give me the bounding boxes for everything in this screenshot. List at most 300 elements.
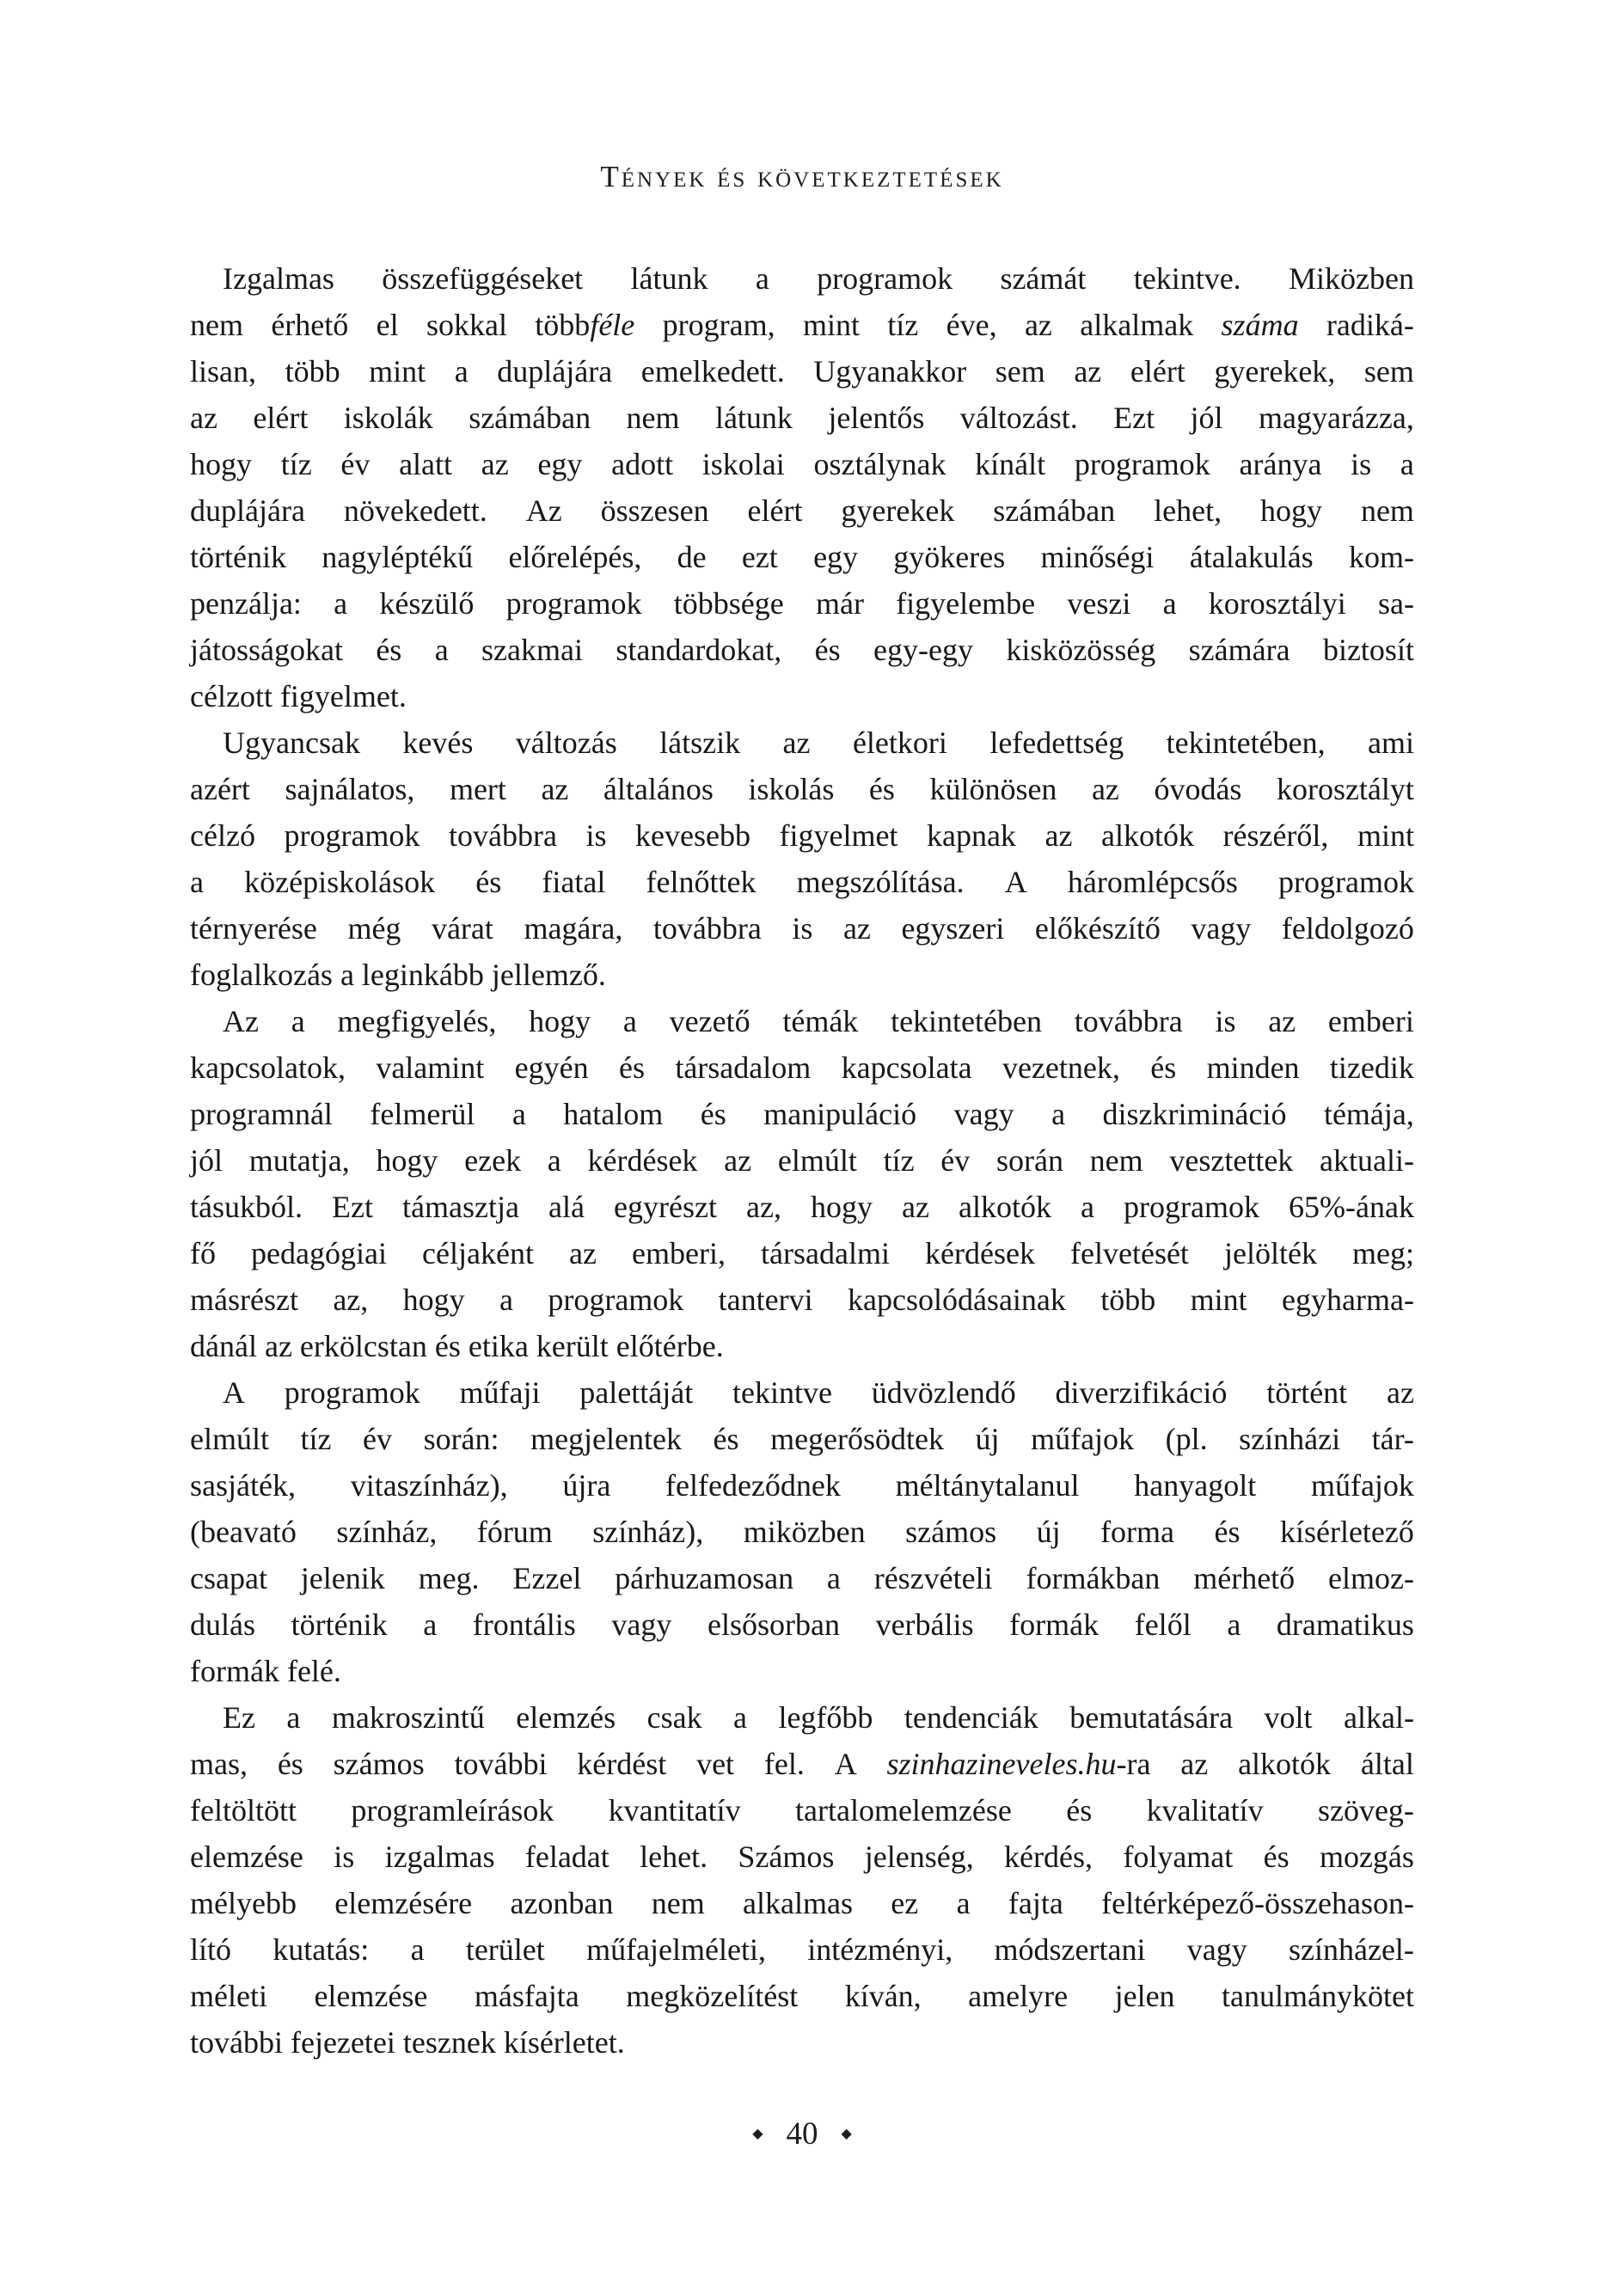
- word: a: [423, 1607, 438, 1642]
- word: további: [454, 1747, 548, 1781]
- word: ezt: [741, 540, 778, 574]
- word: ami: [1368, 726, 1414, 760]
- text-line: [190, 812, 1414, 859]
- word: nem: [1089, 1143, 1143, 1178]
- word: és: [376, 633, 402, 667]
- word: lehet,: [1154, 493, 1222, 528]
- word: tekintetében,: [1166, 726, 1326, 760]
- text-line: [190, 302, 1414, 348]
- word: mint: [802, 308, 860, 342]
- word: a: [1081, 1190, 1095, 1224]
- word: tizedik: [1329, 1050, 1414, 1085]
- word: történt: [1266, 1375, 1348, 1410]
- word: lehet.: [640, 1840, 708, 1874]
- word: terület: [465, 1932, 545, 1967]
- word: volt: [1264, 1700, 1313, 1735]
- text-line: [190, 1509, 1414, 1555]
- word: hogy: [810, 1190, 873, 1224]
- word: korosztályi: [1208, 586, 1346, 621]
- word: még: [347, 911, 401, 946]
- word: feltérképező-összehason-: [1101, 1886, 1414, 1920]
- word: mas,: [190, 1747, 248, 1781]
- word: de: [677, 540, 707, 574]
- word: az: [190, 401, 217, 435]
- word: felvetését: [1070, 1236, 1189, 1270]
- word: során:: [423, 1422, 499, 1456]
- text-line: [190, 580, 1414, 627]
- text-line: [190, 859, 1414, 905]
- word: csak: [646, 1700, 702, 1735]
- word: középiskolások: [244, 865, 436, 899]
- word: és: [868, 772, 895, 806]
- word: színház),: [592, 1515, 704, 1549]
- word: megközelítést: [626, 1979, 799, 2013]
- word: különösen: [929, 772, 1057, 806]
- word: elmoz-: [1328, 1561, 1414, 1595]
- word: kapnak: [926, 818, 1016, 853]
- word: színházi: [1239, 1422, 1341, 1456]
- word: elért: [1130, 354, 1185, 389]
- word: feladat: [524, 1840, 610, 1874]
- word: formák: [1009, 1607, 1100, 1642]
- word: program,: [662, 308, 775, 342]
- word: sajnálatos,: [285, 772, 415, 806]
- word: látszik: [659, 726, 741, 760]
- word: programok: [1278, 865, 1414, 899]
- word: háromlépcsős: [1067, 865, 1238, 899]
- word: elemzés: [516, 1700, 616, 1735]
- word: és: [1150, 1050, 1177, 1085]
- word: szöveg-: [1317, 1793, 1414, 1828]
- word: felmerül: [370, 1097, 475, 1131]
- word: számában: [993, 493, 1116, 528]
- word: a: [334, 586, 348, 621]
- word: másrészt: [190, 1283, 298, 1317]
- word: éve,: [946, 308, 997, 342]
- word: csapat: [190, 1561, 267, 1595]
- word: megerősödtek: [770, 1422, 944, 1456]
- text-line: további fejezetei tesznek kísérletet.: [190, 2025, 625, 2060]
- footer-ornament-right: ◆: [841, 2127, 852, 2141]
- word: továbbra: [448, 818, 557, 853]
- word: emberi: [1327, 1004, 1414, 1038]
- word: növekedett.: [343, 493, 487, 528]
- word: témája,: [1323, 1097, 1414, 1131]
- word: kérdések: [587, 1143, 698, 1178]
- word: legfőbb: [778, 1700, 873, 1735]
- word: alatt: [399, 447, 453, 481]
- word: az: [1074, 354, 1102, 389]
- word: elsősorban: [707, 1607, 840, 1642]
- word: hogy: [402, 1283, 465, 1317]
- word: mint: [1357, 818, 1414, 853]
- word: vitaszínház),: [350, 1468, 508, 1503]
- word: (beavató: [190, 1515, 297, 1549]
- word: emelkedett.: [640, 354, 785, 389]
- word: fő: [190, 1236, 216, 1270]
- word: üdvözlendő: [871, 1375, 1016, 1410]
- text-line: [190, 395, 1414, 441]
- word: programok: [1074, 447, 1210, 481]
- word: előrelépés,: [508, 540, 642, 574]
- word: hogy: [529, 1004, 591, 1038]
- word: vesztettek: [1169, 1143, 1294, 1178]
- text-line: [190, 487, 1414, 534]
- word: fórum: [476, 1515, 553, 1549]
- word: az: [1180, 1747, 1209, 1781]
- word: frontális: [472, 1607, 576, 1642]
- word: amelyre: [968, 1979, 1069, 2013]
- word: társadalom: [675, 1050, 812, 1085]
- word: műfajelméleti,: [586, 1932, 766, 1967]
- word: elmúlt: [777, 1143, 857, 1178]
- word: alkotók: [1238, 1747, 1332, 1781]
- word: nem: [1360, 493, 1414, 528]
- word: a: [286, 1700, 301, 1735]
- text-line: [190, 1184, 1414, 1230]
- text-line: [190, 1137, 1414, 1184]
- word: vagy: [1186, 1932, 1247, 1967]
- word: kevesebb: [635, 818, 750, 853]
- word: módszertani: [994, 1932, 1146, 1967]
- word: és: [618, 1050, 645, 1085]
- word: térnyerése: [190, 911, 317, 946]
- word: (pl.: [1165, 1422, 1208, 1456]
- word: programok: [284, 818, 420, 853]
- word: kínált: [975, 447, 1046, 481]
- paragraph: [190, 255, 1414, 719]
- word: penzálja:: [190, 586, 302, 621]
- text-line: [190, 1926, 1414, 1973]
- word: A: [1004, 865, 1027, 899]
- word: és: [475, 865, 502, 899]
- word: a: [733, 1700, 747, 1735]
- word: látunk: [714, 401, 793, 435]
- word: és: [1066, 1793, 1093, 1828]
- word: ez: [891, 1886, 919, 1920]
- text-line: [190, 1044, 1414, 1091]
- word: aktuali-: [1320, 1143, 1414, 1178]
- word: intézményi,: [807, 1932, 953, 1967]
- word: felfedeződnek: [665, 1468, 841, 1503]
- word: tantervi: [718, 1283, 813, 1317]
- word: magyarázza,: [1258, 401, 1414, 435]
- word: kevés: [402, 726, 474, 760]
- word: tíz: [883, 1143, 915, 1178]
- word: részvételi: [873, 1561, 993, 1595]
- word: életkori: [852, 726, 947, 760]
- word: történik: [291, 1607, 388, 1642]
- word: egyén: [514, 1050, 589, 1085]
- text-line: [190, 719, 1414, 766]
- word: A: [223, 1375, 245, 1410]
- word: és: [713, 1422, 739, 1456]
- word: alkalmak: [1080, 308, 1194, 342]
- word: elért: [253, 401, 309, 435]
- word: lefedettség: [989, 726, 1124, 760]
- word: egyszeri: [901, 911, 1005, 946]
- word: mint: [1190, 1283, 1247, 1317]
- word: a: [826, 1561, 841, 1595]
- word: továbbra: [1074, 1004, 1183, 1038]
- paragraph: [190, 1369, 1414, 1694]
- word: is: [334, 1840, 355, 1874]
- word: jelentős: [828, 401, 925, 435]
- word: ezek: [464, 1143, 522, 1178]
- word: az: [1024, 308, 1052, 342]
- word: a: [1227, 1607, 1241, 1642]
- word: hanyagolt: [1134, 1468, 1257, 1503]
- word: kapcsolatok,: [190, 1050, 346, 1085]
- text-line: [190, 1973, 1414, 2019]
- word: kapcsolódásainak: [847, 1283, 1066, 1317]
- word: mozgás: [1319, 1840, 1414, 1874]
- word: is: [1215, 1004, 1236, 1038]
- text-line: foglalkozás a leginkább jellemző.: [190, 958, 606, 992]
- word: támasztja: [402, 1190, 519, 1224]
- word: megfigyelés,: [337, 1004, 497, 1038]
- word: dramatikus: [1276, 1607, 1414, 1642]
- word: az: [569, 1236, 597, 1270]
- word: jól: [190, 1143, 224, 1178]
- word: veszi: [1067, 586, 1131, 621]
- word: iskolák: [343, 401, 433, 435]
- word: jelenség,: [864, 1840, 974, 1874]
- word: kérdés,: [1004, 1840, 1093, 1874]
- word: vet: [696, 1747, 735, 1781]
- text-line: [190, 441, 1414, 487]
- word: Ez: [223, 1700, 255, 1735]
- word: programleírások: [351, 1793, 554, 1828]
- word: és: [700, 1097, 726, 1131]
- page-footer: [190, 2115, 1414, 2153]
- word: és: [277, 1747, 303, 1781]
- word: egy: [813, 540, 859, 574]
- word: a: [547, 1143, 561, 1178]
- word: egyrészt: [614, 1190, 717, 1224]
- word: új: [1036, 1515, 1061, 1549]
- word: történik: [190, 540, 286, 574]
- word: diverzifikáció: [1055, 1375, 1228, 1410]
- word: kérdések: [925, 1236, 1035, 1270]
- word: célzó: [190, 818, 255, 853]
- word: számában: [469, 401, 591, 435]
- word: új: [975, 1422, 1000, 1456]
- word: verbális: [875, 1607, 974, 1642]
- word: kvalitatív: [1146, 1793, 1264, 1828]
- text-line: [190, 1230, 1414, 1277]
- text-line: [190, 905, 1414, 952]
- text-line: [190, 348, 1414, 395]
- word: változást.: [959, 401, 1078, 435]
- word: Ezzel: [512, 1561, 582, 1595]
- word: többféle: [535, 308, 635, 342]
- word: kíván,: [844, 1979, 922, 2013]
- text-line: [190, 1091, 1414, 1137]
- word: átalakulás: [1189, 540, 1314, 574]
- word: elemzése: [314, 1979, 428, 2013]
- word: pedagógiai: [251, 1236, 387, 1270]
- word: tartalomelemzése: [795, 1793, 1012, 1828]
- word: el: [376, 308, 399, 342]
- word: látunk: [630, 261, 708, 296]
- text-line: célzott figyelmet.: [190, 679, 407, 713]
- word: fiatal: [542, 865, 606, 899]
- text-line: [190, 1834, 1414, 1880]
- word: mint: [369, 354, 426, 389]
- word: egyharma-: [1282, 1283, 1414, 1317]
- word: Izgalmas: [223, 261, 334, 296]
- word: az: [1044, 818, 1073, 853]
- word: bemutatására: [1069, 1700, 1234, 1735]
- word: programok: [1124, 1190, 1260, 1224]
- word: programok: [505, 586, 642, 621]
- text-line: [190, 1880, 1414, 1926]
- word: által: [1360, 1747, 1414, 1781]
- word: azért: [190, 772, 250, 806]
- footer-ornament-left: ◆: [752, 2127, 763, 2141]
- word: a: [1400, 447, 1414, 481]
- word: alá: [548, 1190, 585, 1224]
- word: lisan,: [190, 354, 256, 389]
- text-line: [190, 1555, 1414, 1601]
- word: során: [995, 1143, 1063, 1178]
- word: az,: [333, 1283, 369, 1317]
- word: manipuláció: [763, 1097, 917, 1131]
- paragraph: [190, 719, 1414, 998]
- text-block: [190, 255, 1414, 2066]
- word: meg;: [1352, 1236, 1414, 1270]
- word: év: [340, 447, 371, 481]
- word: a: [434, 633, 449, 667]
- word: nagyléptékű: [322, 540, 474, 574]
- word: iskolai: [701, 447, 785, 481]
- word: kom-: [1348, 540, 1414, 574]
- word: nem: [651, 1886, 705, 1920]
- word: minden: [1206, 1050, 1300, 1085]
- word: megszólítása.: [796, 865, 965, 899]
- word: duplájára: [190, 493, 305, 528]
- word: hogy: [1260, 493, 1323, 528]
- word: izgalmas: [384, 1840, 495, 1874]
- paragraph: [190, 1694, 1414, 2066]
- word: kísérletező: [1279, 1515, 1414, 1549]
- text-line: [190, 766, 1414, 812]
- word: Ugyanakkor: [813, 354, 967, 389]
- word: száma: [1221, 308, 1299, 342]
- word: felnőttek: [646, 865, 757, 899]
- word: emberi,: [632, 1236, 726, 1270]
- word: hogy: [190, 447, 252, 481]
- word: több: [285, 354, 340, 389]
- word: műfajok: [1310, 1468, 1414, 1503]
- word: A: [834, 1747, 857, 1781]
- word: a: [499, 1283, 513, 1317]
- word: számos: [905, 1515, 997, 1549]
- word: programok: [284, 1375, 420, 1410]
- word: újra: [562, 1468, 611, 1503]
- word: a: [190, 865, 204, 899]
- word: Miközben: [1289, 261, 1414, 296]
- word: a: [622, 1004, 637, 1038]
- word: Ezt: [332, 1190, 374, 1224]
- word: már: [815, 586, 864, 621]
- word: kapcsolata: [841, 1050, 972, 1085]
- word: is: [1351, 447, 1372, 481]
- word: dulás: [190, 1607, 255, 1642]
- text-line: [190, 1694, 1414, 1741]
- word: kutatás:: [273, 1932, 370, 1967]
- word: forma: [1100, 1515, 1175, 1549]
- text-line: formák felé.: [190, 1654, 341, 1688]
- word: elemzése: [190, 1840, 303, 1874]
- word: sa-: [1377, 586, 1414, 621]
- word: elért: [747, 493, 803, 528]
- text-line: [190, 255, 1414, 302]
- word: sem: [1363, 354, 1414, 389]
- word: fajta: [1008, 1886, 1063, 1920]
- word: jelenik: [300, 1561, 385, 1595]
- word: alkalmas: [743, 1886, 853, 1920]
- word: az: [724, 1143, 752, 1178]
- word: formákban: [1026, 1561, 1161, 1595]
- word: az: [1386, 1375, 1414, 1410]
- word: a: [755, 261, 769, 296]
- word: gyerekek: [841, 493, 955, 528]
- word: játosságokat: [190, 633, 343, 667]
- word: tekintve.: [1133, 261, 1241, 296]
- word: Az: [525, 493, 562, 528]
- word: figyelembe: [896, 586, 1036, 621]
- word: színház,: [336, 1515, 438, 1549]
- word: szakmai: [481, 633, 583, 667]
- word: a: [410, 1932, 425, 1967]
- word: jelölték: [1223, 1236, 1317, 1270]
- word: az: [1091, 772, 1119, 806]
- word: tásukból.: [190, 1190, 303, 1224]
- word: alkotók: [1100, 818, 1194, 853]
- word: feldolgozó: [1281, 911, 1414, 946]
- word: folyamat: [1123, 1840, 1234, 1874]
- word: elemzésére: [334, 1886, 473, 1920]
- word: továbbra: [652, 911, 762, 946]
- word: az: [842, 911, 871, 946]
- word: azonban: [510, 1886, 614, 1920]
- word: év: [363, 1422, 393, 1456]
- word: az: [541, 772, 569, 806]
- word: kisközösség: [1006, 633, 1156, 667]
- text-line: [190, 1787, 1414, 1834]
- word: vagy: [611, 1607, 672, 1642]
- word: radiká-: [1326, 308, 1414, 342]
- word: mérhető: [1193, 1561, 1296, 1595]
- word: változás: [515, 726, 617, 760]
- word: duplájára: [497, 354, 613, 389]
- word: jelen: [1114, 1979, 1175, 2013]
- word: mélyebb: [190, 1886, 297, 1920]
- word: a: [1051, 1097, 1066, 1131]
- word: színházel-: [1289, 1932, 1414, 1967]
- word: vagy: [953, 1097, 1014, 1131]
- word: hogy: [376, 1143, 438, 1178]
- word: adott: [611, 447, 674, 481]
- word: kérdést: [577, 1747, 667, 1781]
- word: műfajok: [1031, 1422, 1135, 1456]
- word: érhető: [271, 308, 349, 342]
- word: általános: [603, 772, 714, 806]
- word: a: [291, 1004, 305, 1038]
- word: valamint: [376, 1050, 485, 1085]
